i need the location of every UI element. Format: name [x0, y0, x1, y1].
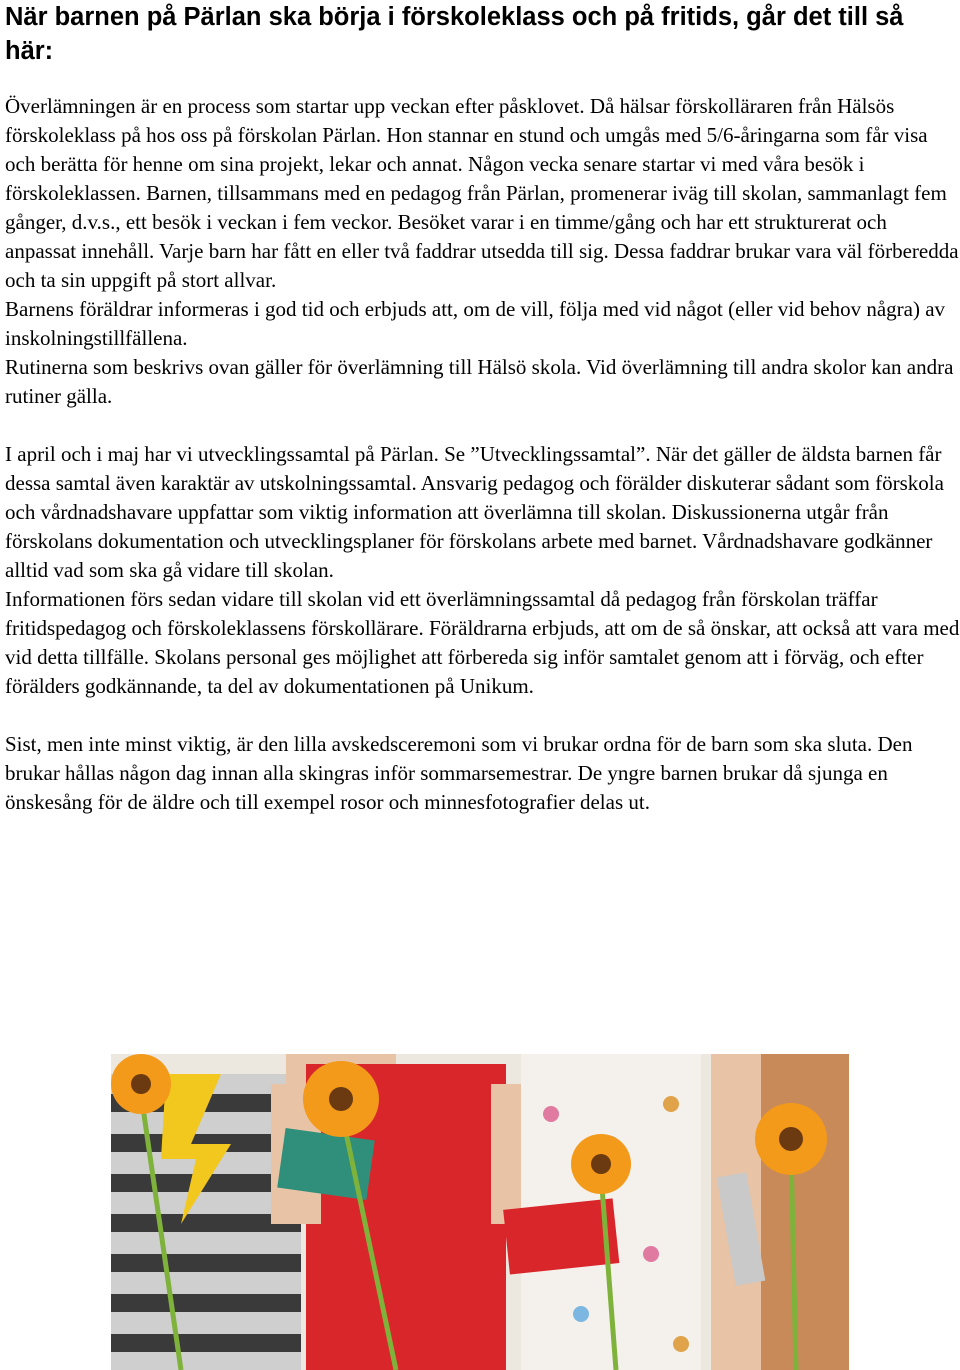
paragraph-overlamning: Överlämningen är en process som startar upp veckan efter påsklovet. Då hälsar förskolläraren från Hälsös förskoleklass på hos oss på förskolan Pärlan. Hon stannar en stund och umgås med 5/6-åringarna som får visa och berätta för henne om sina projekt, lekar och annat. Någon vecka senare startar vi med våra besök i förskoleklassen. Barnen, tillsammans med en pedagog från Pärlan, promenerar iväg till skolan, sammanlagt fem gånger, d.v.s., ett besök i veckan i fem veckor. Besöket varar i en timme/gång och har ett strukturerat och anpassat innehåll. Varje barn har fått en eller två faddrar utsedda till sig. Dessa faddrar brukar vara väl förberedda och ta sin uppgift på stort allvar. [5, 94, 959, 292]
paragraph-rutiner: Rutinerna som beskrivs ovan gäller för överlämning till Hälsö skola. Vid överlämning till andra skolor kan andra rutiner gälla. [5, 355, 954, 408]
photo-illustration [111, 1054, 849, 1370]
paragraph-overlamningssamtal: Informationen förs sedan vidare till skolan vid ett överlämningssamtal då pedagog från förskolan träffar fritidspedagog och förskoleklassens förskollärare. Föräldrarna erbjuds, att om de så önskar, att också att vara med vid detta tillfälle. Skolans personal ges möjlighet att förbereda sig inför samtalet genom att i förväg, och efter förälders godkännande, ta del av dokumentationen på Unikum. [5, 587, 960, 698]
document-body [5, 92, 960, 817]
children-with-flowers-photo [111, 1054, 849, 1370]
paragraph-utvecklingssamtal: I april och i maj har vi utvecklingssamtal på Pärlan. Se ”Utvecklingssamtal”. När det gäller de äldsta barnen får dessa samtal även karaktär av utskolningssamtal. Ansvarig pedagog och förälder diskuterar sådant som förskola och vårdnadshavare uppfattar som viktig information att överlämna till skolan. Diskussionerna utgår från förskolans dokumentation och utvecklingsplaner för förskolans arbete med barnet. Vårdnadshavare godkänner alltid vad som ska gå vidare till skolan. [5, 442, 944, 582]
paragraph-foraldrar: Barnens föräldrar informeras i god tid och erbjuds att, om de vill, följa med vid något (eller vid behov några) av inskolningstillfällena. [5, 297, 946, 350]
child-right [711, 1054, 849, 1370]
paragraph-avskedsceremoni: Sist, men inte minst viktig, är den lilla avskedsceremoni som vi brukar ordna för de barn som ska sluta. Den brukar hållas någon dag innan alla skingras inför sommarsemestrar. De yngre barnen brukar då sjunga en önskesång för de äldre och till exempel rosor och minnesfotografier delas ut. [5, 732, 913, 814]
page-title: När barnen på Pärlan ska börja i förskoleklass och på fritids, går det till så här: [5, 3, 904, 65]
